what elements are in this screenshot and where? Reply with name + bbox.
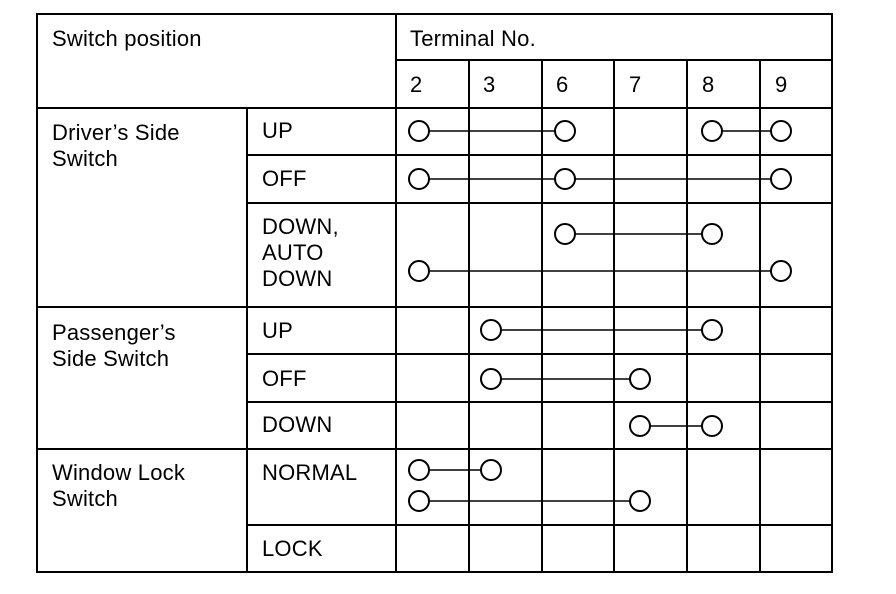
- terminal-no-header: Terminal No.: [410, 26, 536, 51]
- terminal-connection-circle: [555, 224, 575, 244]
- terminal-2-label: 2: [410, 72, 423, 97]
- terminal-connection-circle: [409, 121, 429, 141]
- driver-down-label: DOWN, AUTO DOWN: [262, 214, 339, 291]
- terminal-6-label: 6: [556, 72, 569, 97]
- terminal-connection-circle: [409, 460, 429, 480]
- passenger-off-label: OFF: [262, 366, 307, 391]
- terminal-connection-circle: [409, 261, 429, 281]
- terminal-connection-circle: [409, 169, 429, 189]
- window-lock-lock-label: LOCK: [262, 536, 323, 561]
- terminal-3-label: 3: [483, 72, 496, 97]
- terminal-connection-circle: [702, 121, 722, 141]
- window-lock-normal-label: NORMAL: [262, 460, 358, 485]
- driver-side-switch-label: Driver’s Side Switch: [52, 120, 180, 171]
- terminal-connection-circle: [771, 261, 791, 281]
- terminal-7-label: 7: [629, 72, 642, 97]
- terminal-connection-circle: [630, 491, 650, 511]
- terminal-8-label: 8: [702, 72, 715, 97]
- driver-up-label: UP: [262, 118, 293, 143]
- switch-position-header: Switch position: [52, 26, 202, 51]
- driver-off-label: OFF: [262, 166, 307, 191]
- terminal-connection-circle: [555, 169, 575, 189]
- terminal-connection-circle: [771, 121, 791, 141]
- terminal-connection-circle: [555, 121, 575, 141]
- terminal-connection-circle: [771, 169, 791, 189]
- terminal-connection-circle: [702, 320, 722, 340]
- terminal-connection-circle: [481, 369, 501, 389]
- terminal-connection-circle: [630, 369, 650, 389]
- terminal-connection-circle: [409, 491, 429, 511]
- terminal-connection-circle: [481, 460, 501, 480]
- terminal-9-label: 9: [775, 72, 788, 97]
- passenger-down-label: DOWN: [262, 412, 333, 437]
- terminal-connection-circle: [630, 416, 650, 436]
- passenger-up-label: UP: [262, 318, 293, 343]
- terminal-connection-circle: [481, 320, 501, 340]
- terminal-connection-circle: [702, 416, 722, 436]
- passenger-side-switch-label: Passenger’s Side Switch: [52, 320, 176, 371]
- window-lock-switch-label: Window Lock Switch: [52, 460, 186, 511]
- terminal-connection-circle: [702, 224, 722, 244]
